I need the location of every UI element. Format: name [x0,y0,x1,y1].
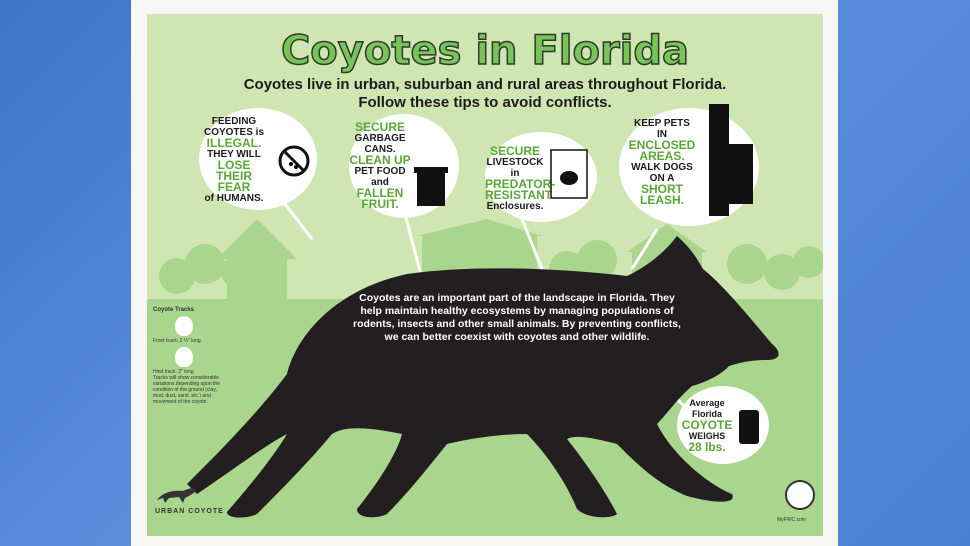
hind-paw-icon [175,347,193,367]
tip4-emph: AREAS. [639,149,685,163]
tracks-heading: Coyote Tracks [153,307,195,313]
tip2-emph: FALLEN [356,186,404,200]
tip3-emph: RESISTANT [485,188,553,202]
tip1-line: COYOTES is [203,127,264,138]
tip1-line: of HUMANS. [204,193,264,204]
tip4-emph: SHORT [641,182,683,196]
garbage-can-icon [413,164,449,208]
tip1-emph: ILLEGAL. [206,136,262,150]
hind-track-label: Hind track: 2" long [153,369,194,375]
scale-icon [739,410,759,444]
cat-window-icon [709,104,755,216]
tip3-emph: PREDATOR- [485,177,556,191]
coyote-tracks [153,307,223,405]
tip4-emph: LEASH. [639,193,684,207]
subtitle-line-1: Coyotes live in urban, suburban and rural areas throughout Florida. [243,76,727,93]
front-paw-icon [175,316,193,336]
no-feeding-icon [277,144,311,178]
tip4-line: IN [657,129,667,140]
tip3-line: Enclosures. [486,201,544,212]
weight-line: Average [689,398,725,408]
weight-line: WEIGHS [688,431,726,441]
tip1-line: THEY WILL [207,149,261,160]
tip4-line: WALK DOGS [631,162,693,173]
tip3-emph: SECURE [489,144,540,158]
tip1-line: FEEDING [211,116,257,127]
poster-title: Coyotes in Florida [280,28,690,74]
tip4-line: ON A [649,173,675,184]
chicken-coop-icon [549,148,589,200]
weight-bubble [677,386,769,464]
tip2-emph: CLEAN UP [349,153,411,167]
tip2-emph: SECURE [354,120,405,134]
poster-subtitle [207,76,763,112]
poster [147,14,823,536]
weight-emph: 28 lbs. [688,440,726,454]
fwc-url: MyFWC.com [777,517,806,523]
tip-bubble-pets [619,108,759,226]
tip-bubble-livestock [485,132,597,222]
tip1-emph: THEIR FEAR [216,169,252,194]
tip1-emph: LOSE [217,158,251,172]
tip3-line: LIVESTOCK in [486,157,544,179]
tip-bubble-feeding [199,108,317,210]
urban-coyote-logo: URBAN COYOTE [155,508,224,515]
tip2-line: GARBAGE CANS. [354,133,406,155]
subtitle-line-2: Follow these tips to avoid conflicts. [358,94,612,111]
tip4-line: KEEP PETS [634,118,690,129]
tracks-note: Tracks will show considerable variations depending upon the condition of the ground (clay, mud, dust, sand, etc.) and movement of the coyote. [153,375,220,405]
tip-bubble-garbage [349,114,459,218]
front-track-label: Front track: 2 ¼" long [153,338,201,344]
tip2-line: and [371,177,389,188]
tip2-emph: FRUIT. [361,197,399,211]
weight-emph: COYOTE [681,418,733,432]
fwc-seal-icon [785,480,815,510]
tip2-line: PET FOOD [354,166,406,177]
intro-text: Coyotes are an important part of the landscape in Florida. They help maintain healthy ecosystems by managing populations of rodents, insects and other small animals. By preventing conflicts, we can better coexist with coyotes and other wildlife. [353,292,681,343]
tip4-emph: ENCLOSED [628,138,696,152]
urban-coyote-logo-icon [155,484,199,504]
weight-line: Florida [691,409,722,419]
